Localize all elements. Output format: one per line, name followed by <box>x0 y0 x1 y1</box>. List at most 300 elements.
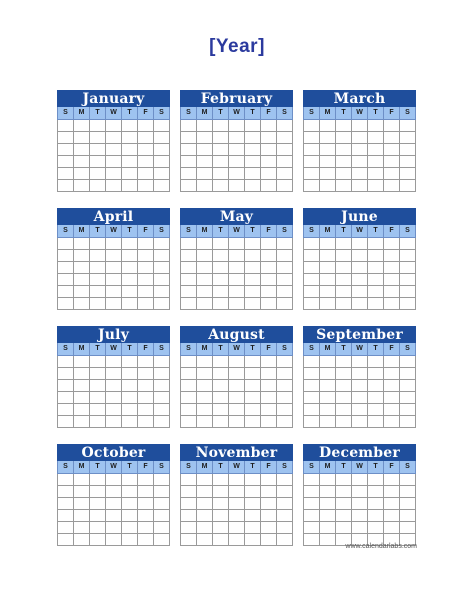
weekday-label: F <box>138 461 154 473</box>
day-cell <box>304 156 320 168</box>
day-cell <box>213 474 229 486</box>
day-cell <box>304 238 320 250</box>
weekday-label: T <box>336 107 352 119</box>
weekday-label: S <box>304 343 320 355</box>
day-cell <box>352 274 368 286</box>
day-cell <box>277 404 293 416</box>
day-cell <box>245 180 261 192</box>
weekday-label: S <box>154 461 170 473</box>
week-row <box>58 180 170 192</box>
day-cell <box>229 298 245 310</box>
weekday-header-row <box>57 461 170 474</box>
day-cell <box>229 262 245 274</box>
day-cell <box>320 286 336 298</box>
week-row <box>304 132 416 144</box>
weekday-label: M <box>74 343 90 355</box>
day-cell <box>277 498 293 510</box>
day-cell <box>304 534 320 546</box>
day-cell <box>229 144 245 156</box>
day-cell <box>213 286 229 298</box>
weekday-label: W <box>229 107 245 119</box>
month-title: May <box>180 208 293 225</box>
day-cell <box>229 250 245 262</box>
week-row <box>58 510 170 522</box>
week-row <box>58 522 170 534</box>
day-cell <box>229 510 245 522</box>
day-cell <box>245 144 261 156</box>
day-cell <box>106 356 122 368</box>
day-cell <box>181 416 197 428</box>
day-cell <box>197 474 213 486</box>
day-cell <box>138 356 154 368</box>
day-cell <box>122 132 138 144</box>
day-cell <box>181 156 197 168</box>
day-cell <box>74 286 90 298</box>
week-row <box>304 156 416 168</box>
day-cell <box>245 274 261 286</box>
day-cell <box>352 250 368 262</box>
day-cell <box>90 510 106 522</box>
day-cell <box>304 298 320 310</box>
weekday-header-row <box>303 461 416 474</box>
week-row <box>181 474 293 486</box>
day-cell <box>74 262 90 274</box>
day-cell <box>90 368 106 380</box>
weekday-label: F <box>261 343 277 355</box>
weekday-label: M <box>74 461 90 473</box>
day-cell <box>245 380 261 392</box>
day-cell <box>277 156 293 168</box>
day-cell <box>181 368 197 380</box>
week-row <box>181 262 293 274</box>
page-title: [Year] <box>209 36 265 57</box>
day-cell <box>320 250 336 262</box>
day-cell <box>154 238 170 250</box>
day-cell <box>74 404 90 416</box>
month-block-august <box>180 326 293 428</box>
weekday-label: T <box>368 225 384 237</box>
day-cell <box>304 286 320 298</box>
day-cell <box>277 486 293 498</box>
weekday-label: S <box>400 225 416 237</box>
day-cell <box>245 298 261 310</box>
day-cell <box>106 510 122 522</box>
day-cell <box>138 262 154 274</box>
day-cell <box>213 298 229 310</box>
day-cell <box>154 498 170 510</box>
day-cell <box>400 416 416 428</box>
day-cell <box>245 474 261 486</box>
day-cell <box>74 180 90 192</box>
week-row <box>304 238 416 250</box>
day-cell <box>352 238 368 250</box>
day-cell <box>400 262 416 274</box>
weekday-label: T <box>213 343 229 355</box>
week-row <box>304 356 416 368</box>
day-cell <box>384 356 400 368</box>
day-cell <box>122 534 138 546</box>
day-cell <box>229 404 245 416</box>
day-cell <box>368 392 384 404</box>
week-row <box>58 498 170 510</box>
day-cell <box>368 156 384 168</box>
week-row <box>181 534 293 546</box>
day-cell <box>106 522 122 534</box>
weekday-label: T <box>368 461 384 473</box>
day-cell <box>400 180 416 192</box>
day-cell <box>320 274 336 286</box>
day-cell <box>261 534 277 546</box>
month-title: April <box>57 208 170 225</box>
day-cell <box>261 156 277 168</box>
weekday-label: F <box>261 461 277 473</box>
day-cell <box>245 416 261 428</box>
weekday-label: M <box>197 225 213 237</box>
week-row <box>58 120 170 132</box>
day-cell <box>154 416 170 428</box>
weekday-header-row <box>57 225 170 238</box>
day-cell <box>154 180 170 192</box>
day-cell <box>106 534 122 546</box>
day-cell <box>58 180 74 192</box>
weekday-label: S <box>400 461 416 473</box>
day-cell <box>384 238 400 250</box>
week-row <box>304 368 416 380</box>
day-cell <box>58 168 74 180</box>
day-cell <box>197 498 213 510</box>
day-cell <box>90 262 106 274</box>
day-cell <box>336 168 352 180</box>
day-cell <box>384 144 400 156</box>
day-cell <box>122 262 138 274</box>
day-cell <box>181 262 197 274</box>
day-cell <box>277 534 293 546</box>
day-cell <box>320 120 336 132</box>
day-cell <box>320 486 336 498</box>
day-cell <box>229 120 245 132</box>
day-cell <box>352 368 368 380</box>
day-cell <box>58 238 74 250</box>
day-cell <box>261 380 277 392</box>
day-cell <box>197 510 213 522</box>
day-cell <box>138 474 154 486</box>
day-cell <box>90 416 106 428</box>
month-block-march <box>303 90 416 192</box>
weekday-label: M <box>197 343 213 355</box>
day-cell <box>368 120 384 132</box>
month-block-june <box>303 208 416 310</box>
day-cell <box>261 392 277 404</box>
day-cell <box>197 156 213 168</box>
weekday-label: F <box>384 461 400 473</box>
day-cell <box>106 498 122 510</box>
weekday-label: S <box>304 461 320 473</box>
day-cell <box>213 356 229 368</box>
day-cell <box>320 238 336 250</box>
day-cell <box>245 250 261 262</box>
day-cell <box>138 392 154 404</box>
day-cell <box>106 144 122 156</box>
day-grid <box>57 120 170 192</box>
weekday-label: T <box>122 343 138 355</box>
day-cell <box>58 120 74 132</box>
weekday-header-row <box>57 107 170 120</box>
day-cell <box>277 380 293 392</box>
day-cell <box>74 416 90 428</box>
day-cell <box>336 180 352 192</box>
week-row <box>181 498 293 510</box>
footer-credit: www.calendarlabs.com <box>345 543 417 550</box>
day-cell <box>197 144 213 156</box>
week-row <box>58 238 170 250</box>
day-cell <box>400 286 416 298</box>
day-cell <box>336 380 352 392</box>
month-title: December <box>303 444 416 461</box>
day-cell <box>197 168 213 180</box>
day-grid <box>303 120 416 192</box>
day-cell <box>90 474 106 486</box>
weekday-label: M <box>197 107 213 119</box>
day-cell <box>197 286 213 298</box>
day-cell <box>368 486 384 498</box>
day-grid <box>303 238 416 310</box>
day-cell <box>122 274 138 286</box>
day-cell <box>384 156 400 168</box>
weekday-label: S <box>154 225 170 237</box>
day-cell <box>154 156 170 168</box>
month-block-may <box>180 208 293 310</box>
day-cell <box>384 392 400 404</box>
day-cell <box>181 404 197 416</box>
day-cell <box>181 298 197 310</box>
day-cell <box>384 486 400 498</box>
day-cell <box>138 416 154 428</box>
week-row <box>181 132 293 144</box>
day-cell <box>277 238 293 250</box>
day-cell <box>181 180 197 192</box>
day-cell <box>400 498 416 510</box>
day-cell <box>138 168 154 180</box>
day-cell <box>336 250 352 262</box>
day-cell <box>368 368 384 380</box>
day-cell <box>336 404 352 416</box>
day-cell <box>154 262 170 274</box>
day-cell <box>352 510 368 522</box>
day-cell <box>384 380 400 392</box>
day-cell <box>122 498 138 510</box>
day-cell <box>400 156 416 168</box>
day-cell <box>352 404 368 416</box>
weekday-label: S <box>277 343 293 355</box>
day-cell <box>74 522 90 534</box>
day-cell <box>58 392 74 404</box>
day-cell <box>197 404 213 416</box>
day-cell <box>181 274 197 286</box>
day-cell <box>154 298 170 310</box>
week-row <box>181 120 293 132</box>
weekday-label: T <box>245 461 261 473</box>
day-cell <box>58 368 74 380</box>
day-cell <box>154 144 170 156</box>
weekday-label: T <box>90 343 106 355</box>
weekday-label: W <box>352 225 368 237</box>
weekday-label: F <box>138 225 154 237</box>
day-cell <box>304 392 320 404</box>
weekday-label: T <box>90 225 106 237</box>
day-cell <box>58 250 74 262</box>
day-cell <box>90 380 106 392</box>
day-cell <box>277 180 293 192</box>
day-cell <box>213 392 229 404</box>
week-row <box>181 392 293 404</box>
weekday-label: W <box>106 343 122 355</box>
day-cell <box>352 132 368 144</box>
day-cell <box>368 250 384 262</box>
day-cell <box>261 144 277 156</box>
day-cell <box>181 474 197 486</box>
week-row <box>304 250 416 262</box>
day-cell <box>197 356 213 368</box>
day-cell <box>138 498 154 510</box>
weekday-label: T <box>90 107 106 119</box>
day-cell <box>320 404 336 416</box>
day-cell <box>277 250 293 262</box>
day-cell <box>154 404 170 416</box>
day-cell <box>320 298 336 310</box>
week-row <box>58 298 170 310</box>
day-cell <box>154 534 170 546</box>
week-row <box>304 180 416 192</box>
weekday-header-row <box>303 225 416 238</box>
day-grid <box>180 356 293 428</box>
month-title: February <box>180 90 293 107</box>
week-row <box>58 250 170 262</box>
week-row <box>181 356 293 368</box>
day-cell <box>213 238 229 250</box>
day-cell <box>122 486 138 498</box>
day-cell <box>229 392 245 404</box>
weekday-label: S <box>58 225 74 237</box>
day-grid <box>57 474 170 546</box>
day-cell <box>213 498 229 510</box>
weekday-label: F <box>138 107 154 119</box>
day-cell <box>106 368 122 380</box>
month-title: August <box>180 326 293 343</box>
week-row <box>181 368 293 380</box>
week-row <box>181 404 293 416</box>
day-cell <box>277 474 293 486</box>
day-cell <box>320 356 336 368</box>
day-cell <box>304 262 320 274</box>
day-cell <box>400 168 416 180</box>
day-cell <box>106 416 122 428</box>
day-cell <box>400 510 416 522</box>
day-cell <box>122 510 138 522</box>
day-cell <box>229 534 245 546</box>
day-cell <box>336 356 352 368</box>
day-cell <box>336 274 352 286</box>
day-cell <box>261 522 277 534</box>
day-cell <box>229 274 245 286</box>
day-cell <box>90 238 106 250</box>
weekday-label: M <box>320 107 336 119</box>
day-cell <box>106 404 122 416</box>
day-cell <box>197 392 213 404</box>
day-cell <box>261 286 277 298</box>
day-cell <box>138 250 154 262</box>
day-cell <box>245 522 261 534</box>
day-cell <box>229 238 245 250</box>
weekday-label: S <box>181 343 197 355</box>
day-cell <box>106 180 122 192</box>
week-row <box>181 416 293 428</box>
day-cell <box>90 356 106 368</box>
day-cell <box>58 132 74 144</box>
day-cell <box>261 404 277 416</box>
day-cell <box>90 404 106 416</box>
day-cell <box>122 522 138 534</box>
day-cell <box>197 132 213 144</box>
day-cell <box>229 286 245 298</box>
day-cell <box>261 168 277 180</box>
day-cell <box>304 522 320 534</box>
day-cell <box>400 298 416 310</box>
weekday-label: T <box>213 225 229 237</box>
day-cell <box>106 132 122 144</box>
day-cell <box>368 298 384 310</box>
weekday-label: F <box>261 107 277 119</box>
day-cell <box>106 250 122 262</box>
month-block-november <box>180 444 293 546</box>
day-cell <box>106 156 122 168</box>
weekday-label: S <box>304 107 320 119</box>
day-cell <box>197 368 213 380</box>
day-cell <box>336 144 352 156</box>
weekday-label: W <box>106 225 122 237</box>
day-cell <box>197 380 213 392</box>
day-cell <box>58 156 74 168</box>
week-row <box>304 274 416 286</box>
day-cell <box>400 238 416 250</box>
weekday-label: T <box>213 107 229 119</box>
day-cell <box>90 286 106 298</box>
day-cell <box>138 120 154 132</box>
day-cell <box>181 168 197 180</box>
day-cell <box>229 416 245 428</box>
day-cell <box>245 392 261 404</box>
day-cell <box>261 132 277 144</box>
week-row <box>181 286 293 298</box>
day-cell <box>261 510 277 522</box>
day-cell <box>106 486 122 498</box>
day-cell <box>106 168 122 180</box>
day-cell <box>352 298 368 310</box>
day-cell <box>245 262 261 274</box>
day-cell <box>352 416 368 428</box>
day-cell <box>320 144 336 156</box>
day-cell <box>384 262 400 274</box>
day-cell <box>245 368 261 380</box>
day-cell <box>181 510 197 522</box>
day-cell <box>138 380 154 392</box>
day-cell <box>368 168 384 180</box>
day-cell <box>352 180 368 192</box>
day-cell <box>336 510 352 522</box>
day-cell <box>213 180 229 192</box>
day-cell <box>122 298 138 310</box>
day-cell <box>384 132 400 144</box>
day-cell <box>122 144 138 156</box>
